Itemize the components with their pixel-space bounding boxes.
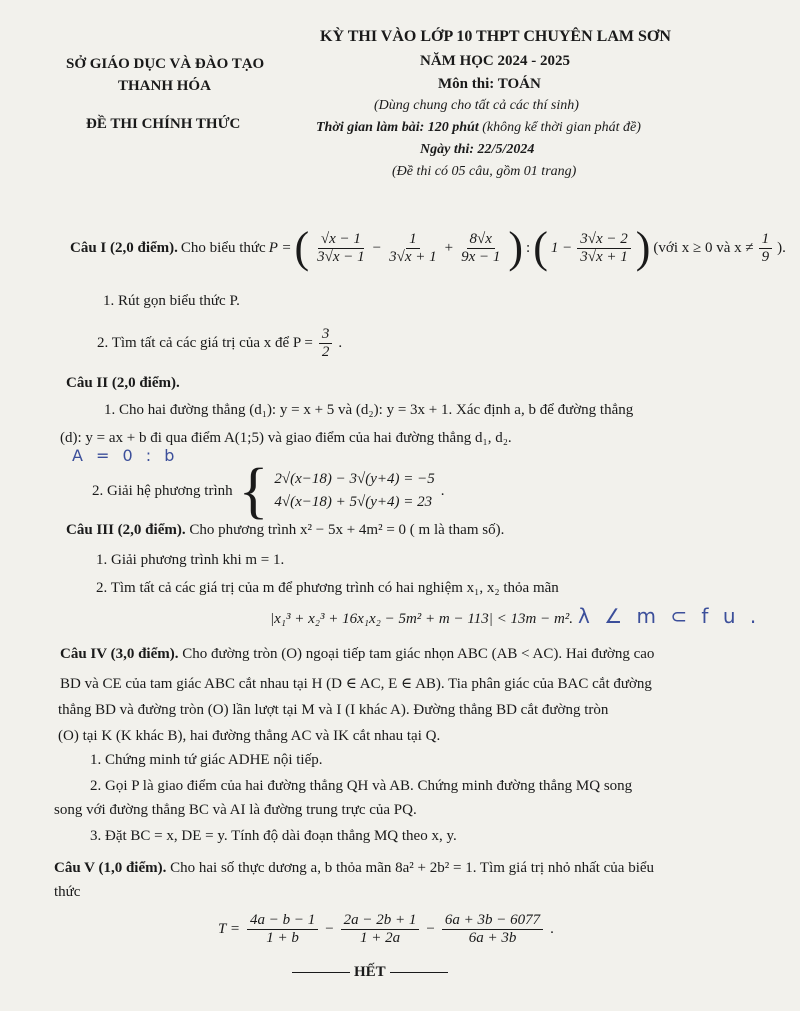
end-rule-left <box>292 972 350 973</box>
t-fraction-2: $\frac{2a - 2b + 1}{1 + 2a}$ <box>341 912 420 946</box>
question-1-stem <box>70 223 786 272</box>
fraction-1: $\frac{√x - 1}{3√x - 1}$ <box>317 231 365 265</box>
school-year: NĂM HỌC 2024 - 2025 <box>420 53 570 69</box>
question-4-part-3: 3. Đặt BC = x, DE = y. Tính độ dài đoạn thẳng MQ theo x, y. <box>90 828 457 844</box>
question-3-stem <box>66 522 504 539</box>
equation-1: 2√(x−18) − 3√(y+4) = −5 <box>274 471 435 487</box>
question-2-part-2 <box>92 457 445 525</box>
operator: : <box>526 239 531 256</box>
expression-t-lhs: T = <box>218 920 240 937</box>
time-label: Thời gian làm bài: 120 phút <box>316 120 479 135</box>
t-fraction-1: $\frac{4a - b - 1}{1 + b}$ <box>247 912 318 946</box>
end-marker <box>288 964 452 981</box>
province-name: THANH HÓA <box>118 78 211 94</box>
question-4-part-1: 1. Chứng minh tứ giác ADHE nội tiếp. <box>90 752 323 768</box>
condition-end: ). <box>777 239 786 256</box>
question-4-text: Cho đường tròn (O) ngoại tiếp tam giác nhọn ABC (AB < AC). Hai đường cao <box>182 646 655 662</box>
system-brace: { <box>238 457 269 525</box>
question-3-inequality: |x₁³ + x₂³ + 16x₁x₂ − 5m² + m − 113| < 13m − m². <box>270 611 574 627</box>
question-4-line-2: BD và CE của tam giác ABC cắt nhau tại H (D ∈ AC, E ∈ AB). Tia phân giác của BAC cắt đường <box>60 676 652 692</box>
question-5-line-1 <box>54 860 654 877</box>
question-4-part-2-line-2: song với đường thẳng BC và AI là đường trung trực của PQ. <box>54 802 417 818</box>
paren-close: ) <box>635 223 651 272</box>
exam-title: KỲ THI VÀO LỚP 10 THPT CHUYÊN LAM SƠN <box>320 28 671 45</box>
operator: + <box>444 239 454 256</box>
part-2-text: 2. Tìm tất cả các giá trị của x để P = <box>97 334 313 351</box>
paren-open: ( <box>294 223 310 272</box>
expression-p-lhs: P = <box>268 239 292 256</box>
expression-end: . <box>550 920 554 937</box>
question-1-part-2 <box>97 326 342 360</box>
question-1-heading: Câu I (2,0 điểm). <box>70 239 178 256</box>
operator: − <box>426 920 435 937</box>
question-1-part-1: 1. Rút gọn biểu thức P. <box>103 293 240 309</box>
question-4-line-1 <box>60 646 654 663</box>
condition-fraction: $\frac{1}{9}$ <box>759 231 773 265</box>
condition-text: (với x ≥ 0 và x ≠ <box>653 239 754 256</box>
page-count-note: (Đề thi có 05 câu, gồm 01 trang) <box>392 164 577 179</box>
expression-t <box>218 912 554 946</box>
operator: − <box>372 239 382 256</box>
fraction-2: $\frac{1}{3√x + 1}$ <box>389 231 437 265</box>
operator: − <box>325 920 334 937</box>
time-line <box>316 120 641 136</box>
question-4-heading: Câu IV (3,0 điểm). <box>60 646 179 662</box>
question-3-part-1: 1. Giải phương trình khi m = 1. <box>96 552 285 568</box>
question-5-heading: Câu V (1,0 điểm). <box>54 860 167 876</box>
question-4-part-2-line-1: 2. Gọi P là giao điểm của hai đường thẳng QH và AB. Chứng minh đường thẳng MQ song <box>90 778 633 794</box>
official-exam-label: ĐỀ THI CHÍNH THỨC <box>86 116 241 132</box>
t-fraction-3: $\frac{6a + 3b - 6077}{6a + 3b}$ <box>442 912 543 946</box>
handwritten-scribble: A = 0 : b <box>72 446 179 465</box>
paren-close: ) <box>508 223 524 272</box>
equation-system <box>274 471 434 511</box>
question-2-part-1-line-2: (d): y = ax + b đi qua điểm A(1;5) và giao điểm của hai đường thẳng d₁, d₂. <box>60 430 512 446</box>
question-3-heading: Câu III (2,0 điểm). <box>66 522 186 538</box>
question-5-line-2: thức <box>54 884 81 900</box>
question-3-intro: Cho phương trình x² − 5x + 4m² = 0 ( m là tham số). <box>189 522 505 538</box>
system-intro: 2. Giải hệ phương trình <box>92 482 233 499</box>
handwritten-scribble: λ ∠ m ⊂ f u . <box>578 604 761 628</box>
audience-note: (Dùng chung cho tất cả các thí sinh) <box>374 98 579 113</box>
question-2-part-1-line-1: 1. Cho hai đường thẳng (d₁): y = x + 5 và (d₂): y = 3x + 1. Xác định a, b để đường thẳng <box>104 402 634 418</box>
exam-date: Ngày thi: 22/5/2024 <box>420 142 535 157</box>
target-fraction: $\frac{3}{2}$ <box>319 326 333 360</box>
time-note: (không kể thời gian phát đề) <box>478 120 641 135</box>
fraction-3: $\frac{8√x}{9x - 1}$ <box>461 231 501 265</box>
equation-2: 4√(x−18) + 5√(y+4) = 23 <box>274 494 433 510</box>
department-name: SỞ GIÁO DỤC VÀ ĐÀO TẠO <box>66 56 265 72</box>
one-minus: 1 − <box>550 239 573 256</box>
question-2-heading: Câu II (2,0 điểm). <box>66 375 180 391</box>
end-label: HẾT <box>354 964 386 980</box>
paren-open: ( <box>533 223 548 272</box>
end-rule-right <box>390 972 448 973</box>
subject-label: Môn thi: TOÁN <box>438 76 541 92</box>
question-3-part-2: 2. Tìm tất cả các giá trị của m để phương trình có hai nghiệm x₁, x₂ thỏa mãn <box>96 580 559 596</box>
part-2-end: . <box>338 334 343 351</box>
question-1-intro: Cho biểu thức <box>180 239 266 256</box>
question-4-line-3: thẳng BD và đường tròn (O) lần lượt tại M và I (I khác A). Đường thẳng BD cắt đường tròn <box>58 702 609 718</box>
question-4-line-4: (O) tại K (K khác B), hai đường thẳng AC và IK cắt nhau tại Q. <box>58 728 441 744</box>
fraction-4: $\frac{3√x - 2}{3√x + 1}$ <box>577 231 631 265</box>
question-5-text: Cho hai số thực dương a, b thỏa mãn 8a² + 2b² = 1. Tìm giá trị nhỏ nhất của biểu <box>170 860 655 876</box>
system-end: . <box>440 482 445 499</box>
